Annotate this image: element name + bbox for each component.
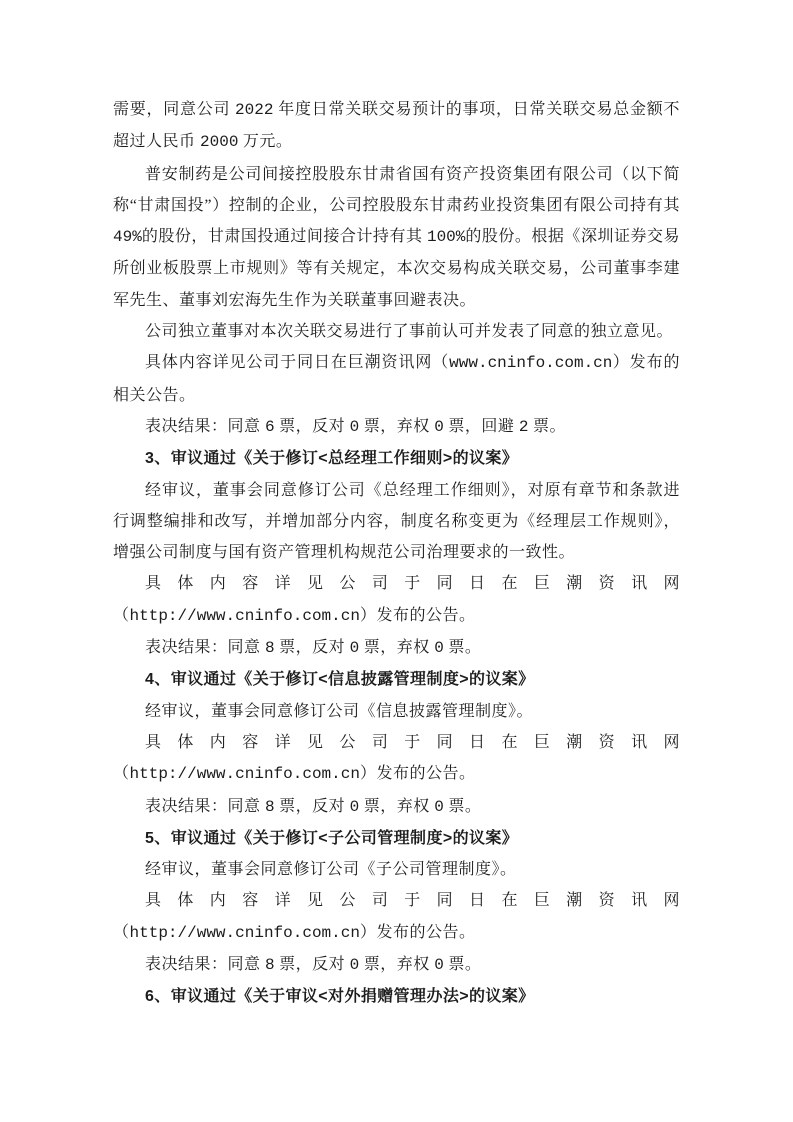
paragraph-resolution-detail: 经审议，董事会同意修订公司《子公司管理制度》。 bbox=[145, 861, 517, 879]
paragraph-resolution-detail: 经审议，董事会同意修订公司《信息披露管理制度》。 bbox=[145, 702, 534, 720]
paragraph-continuation: 需要，同意公司 2022 年度日常关联交易预计的事项，日常关联交易总金额不超过人民币 2000 万元。 bbox=[113, 101, 680, 152]
latin-text: 0 bbox=[434, 797, 444, 816]
latin-text: 49% bbox=[113, 228, 142, 247]
paragraph-vote-result: 表决结果：同意 8 票，反对 0 票，弃权 0 票。 bbox=[145, 639, 482, 658]
paragraph-vote-result: 表决结果：同意 8 票，反对 0 票，弃权 0 票。 bbox=[145, 797, 482, 816]
paragraph-vote-result: 表决结果：同意 8 票，反对 0 票，弃权 0 票。 bbox=[145, 956, 482, 975]
latin-text: 0 bbox=[349, 417, 360, 436]
latin-text: 0 bbox=[349, 639, 360, 658]
paragraph-independent-opinion: 公司独立董事对本次关联交易进行了事前认可并发表了同意的独立意见。 bbox=[145, 323, 674, 341]
latin-text: 8 bbox=[265, 639, 275, 658]
paragraph-disclosure-ref: 具体内容详见公司于同日在巨潮资讯网（http://www.cninfo.com.cn）发布的公告。 bbox=[113, 575, 680, 625]
latin-text: 6 bbox=[265, 417, 275, 436]
paragraph-disclosure-ref: 具体内容详见公司于同日在巨潮资讯网（www.cninfo.com.cn）发布的相关公告。 bbox=[113, 354, 680, 404]
paragraph-resolution-detail: 经审议，董事会同意修订公司《总经理工作细则》，对原有章节和条款进行调整编排和改写，并增加部分内容，制度名称变更为《经理层工作规则》，增强公司制度与国有资产管理机构规范公司治理要求的一致性。 bbox=[113, 481, 680, 562]
latin-text: http://www.cninfo.com.cn bbox=[129, 606, 360, 625]
latin-text: http://www.cninfo.com.cn bbox=[129, 923, 360, 942]
heading-item-5: 5、审议通过《关于修订<子公司管理制度>的议案》 bbox=[145, 829, 519, 847]
latin-text: 100% bbox=[426, 228, 466, 247]
paragraph-disclosure-ref: 具体内容详见公司于同日在巨潮资讯网（http://www.cninfo.com.cn）发布的公告。 bbox=[113, 733, 680, 784]
latin-text: 2022 bbox=[235, 101, 274, 119]
latin-text: www.cninfo.com.cn bbox=[449, 354, 613, 373]
latin-text: 8 bbox=[265, 797, 275, 816]
heading-item-6: 6、审议通过《关于审议<对外捐赠管理办法>的议案》 bbox=[145, 988, 535, 1006]
latin-text: 8 bbox=[265, 956, 275, 975]
document-body bbox=[113, 94, 680, 1013]
latin-text: 0 bbox=[349, 797, 360, 816]
latin-text: 0 bbox=[434, 639, 444, 658]
heading-item-4: 4、审议通过《关于修订<信息披露管理制度>的议案》 bbox=[145, 671, 535, 689]
heading-item-3: 3、审议通过《关于修订<总经理工作细则>的议案》 bbox=[145, 450, 519, 468]
latin-text: 2 bbox=[518, 417, 529, 436]
paragraph-disclosure-ref: 具体内容详见公司于同日在巨潮资讯网（http://www.cninfo.com.cn）发布的公告。 bbox=[113, 892, 680, 942]
latin-text: 0 bbox=[349, 956, 360, 975]
latin-text: 2000 bbox=[200, 133, 239, 152]
paragraph-related-party: 普安制药是公司间接控股股东甘肃省国有资产投资集团有限公司（以下简称“甘肃国投”）控制的企业，公司控股股东甘肃药业投资集团有限公司持有其 49%的股份，甘肃国投通过间接合计持有其 100%的股份。根据《深圳证券交易所创业板股票上市规则》等有关规定，本次交易构成关联交易，公司董事李建军先生、董事刘宏海先生作为关联董事回避表决。 bbox=[113, 165, 680, 309]
latin-text: 0 bbox=[434, 956, 444, 975]
paragraph-vote-result: 表决结果：同意 6 票，反对 0 票，弃权 0 票，回避 2 票。 bbox=[145, 417, 567, 436]
latin-text: http://www.cninfo.com.cn bbox=[129, 765, 360, 784]
latin-text: 0 bbox=[434, 417, 444, 436]
